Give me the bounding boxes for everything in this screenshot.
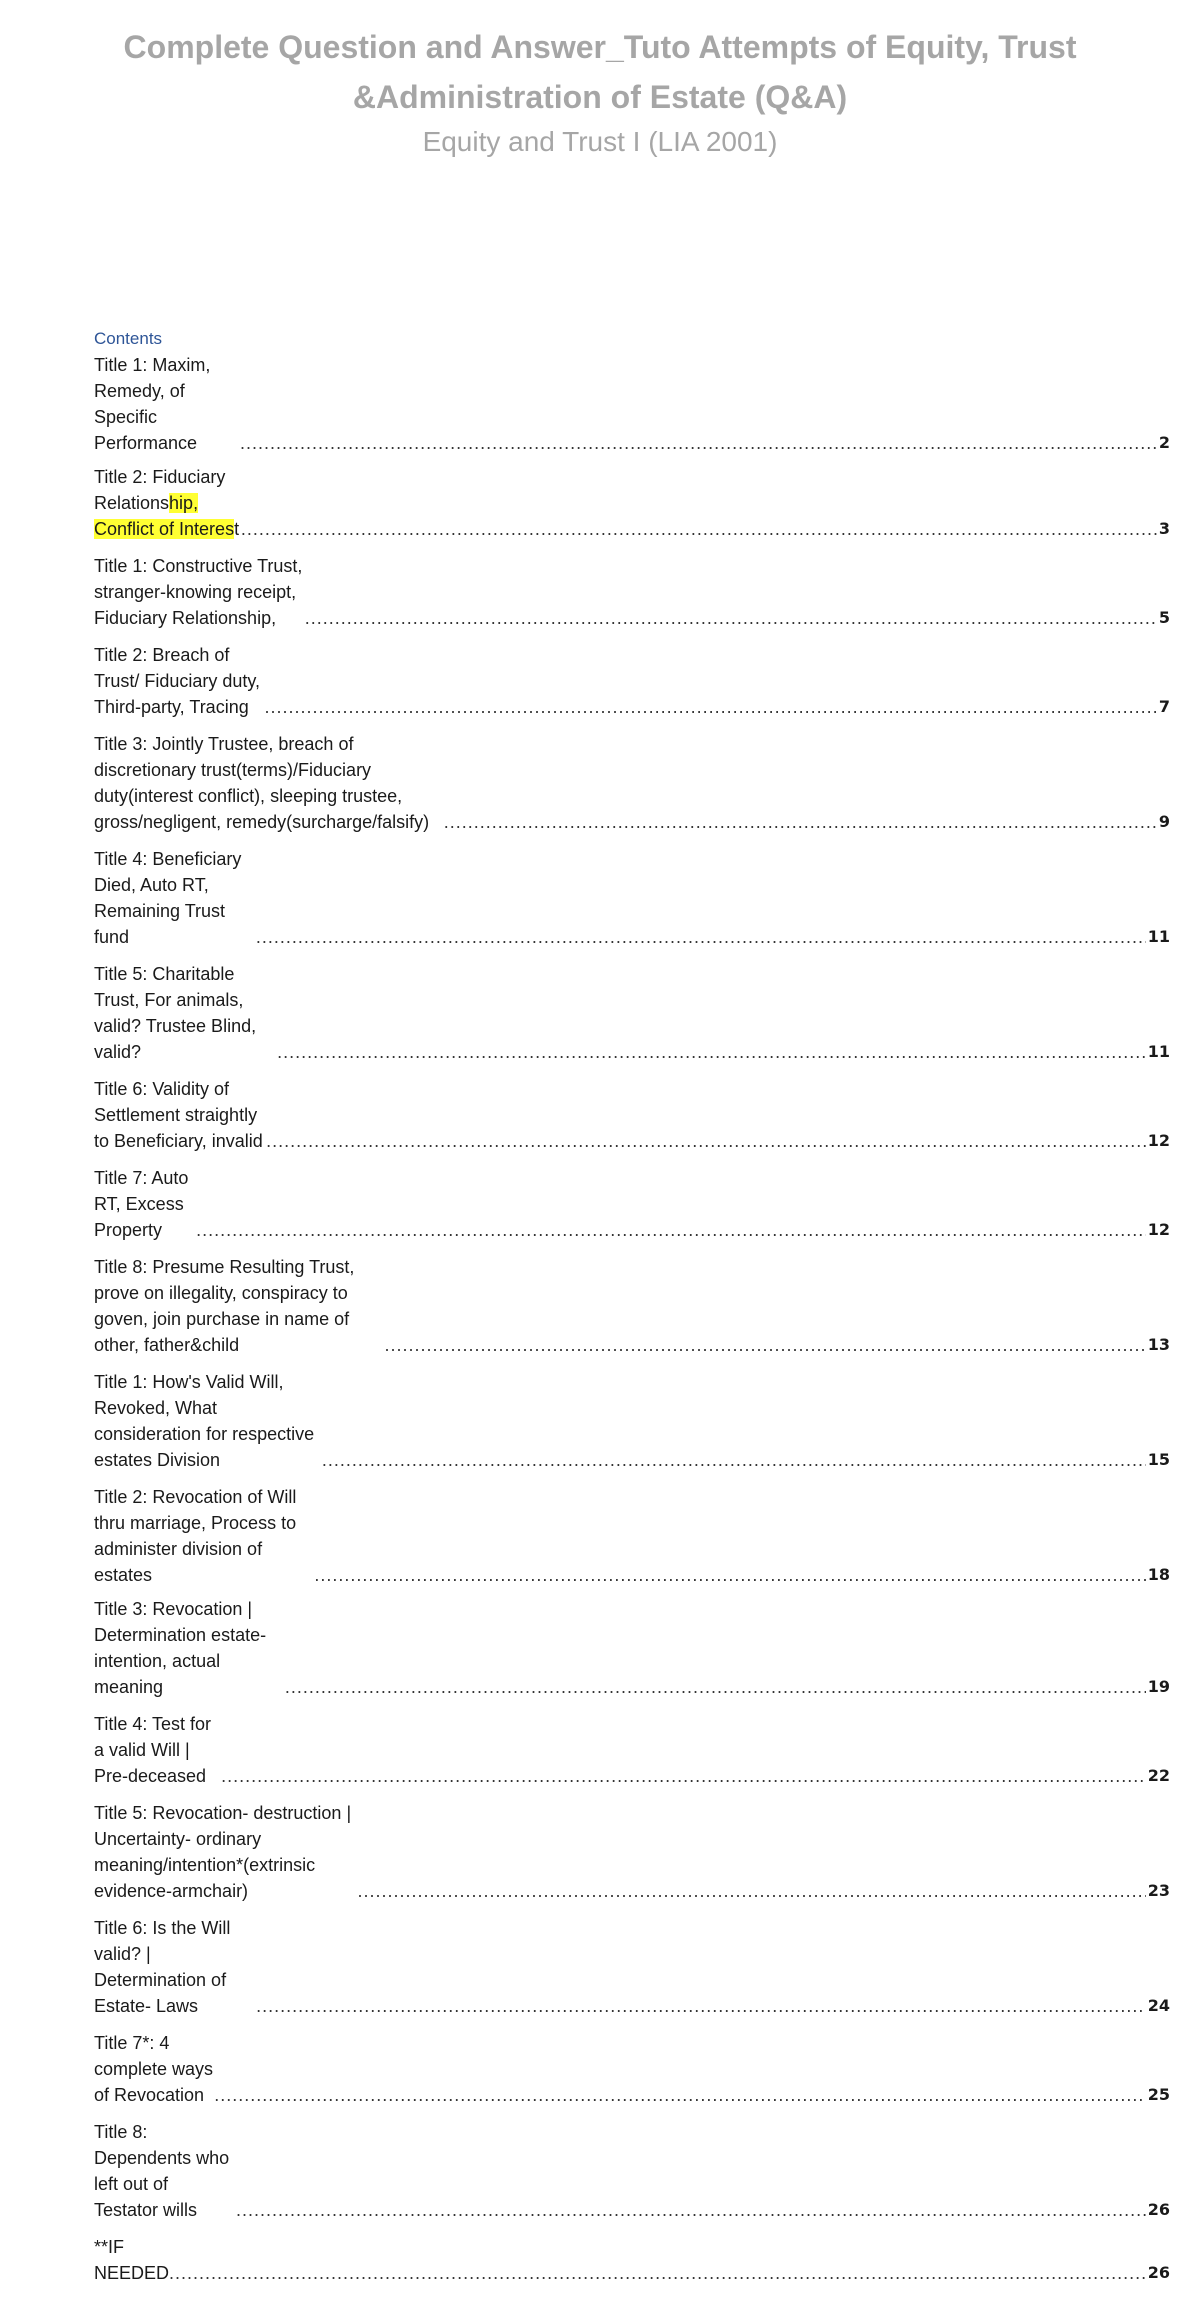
toc-page-number: 7 [1158,697,1170,716]
dot-leader [221,1763,1146,1789]
toc-entry[interactable] [94,1800,1170,1904]
dot-leader [305,605,1157,631]
toc-entry[interactable] [94,1915,1170,2019]
toc-page-number: 11 [1147,927,1170,946]
toc-entry[interactable] [94,1076,1170,1154]
toc-entry-text: Title 8: Dependents who left out of Testator wills [94,2122,230,2220]
toc-entry[interactable] [94,1596,1170,1700]
toc-page-number: 12 [1147,1220,1170,1239]
toc-entry-text: Title 2: Breach of Trust/ Fiduciary duty, Third-party, Tracing [94,645,261,717]
toc-page-number: 3 [1158,519,1170,538]
dot-leader [241,516,1157,542]
toc-entry-text: Title 3: Revocation | Determination estate- intention, actual meaning [94,1599,267,1697]
toc-page-number: 5 [1158,608,1170,627]
dot-leader [384,1332,1145,1358]
toc-entry-text-part: Title 2: Fiduciary Relations [94,467,226,513]
dot-leader [322,1447,1146,1473]
toc-entry[interactable] [94,2234,1170,2286]
toc-entry[interactable] [94,553,1170,631]
toc-entry-text: Title 7: Auto RT, Excess Property [94,1168,189,1240]
toc-entry[interactable] [94,961,1170,1065]
dot-leader [314,1562,1145,1588]
toc-page-number: 11 [1147,1042,1170,1061]
toc-entry[interactable] [94,1165,1170,1243]
toc-entry[interactable] [94,352,1170,456]
toc-entry-text: Title 4: Test for a valid Will | Pre-deceased [94,1714,212,1786]
title-block [60,22,1140,162]
toc-entry-text: Title 6: Validity of Settlement straightly to Beneficiary, invalid [94,1079,263,1151]
dot-leader [236,2197,1146,2223]
dot-leader [444,809,1157,835]
dot-leader [266,1128,1146,1154]
toc-entry-text: Title 7*: 4 complete ways of Revocation [94,2033,214,2105]
toc-page-number: 13 [1147,1335,1170,1354]
toc-entry[interactable] [94,464,1170,542]
toc-entry-text: Title 1: Constructive Trust, stranger-knowing receipt, Fiduciary Relationship, [94,556,303,628]
dot-leader [214,2082,1146,2108]
dot-leader [240,430,1157,456]
toc-page-number: 26 [1147,2263,1170,2282]
toc-entry[interactable] [94,731,1170,835]
toc-entry[interactable] [94,1711,1170,1789]
toc-entry[interactable] [94,2119,1170,2223]
toc-page-number: 23 [1147,1881,1170,1900]
toc-page-number: 2 [1158,433,1170,452]
toc-page-number: 15 [1147,1450,1170,1469]
toc-entry-text [94,464,241,542]
toc-page-number: 24 [1147,1996,1170,2015]
toc-entry-text: Title 1: Maxim, Remedy, of Specific Performance [94,355,211,453]
dot-leader [277,1039,1146,1065]
toc-entry[interactable] [94,846,1170,950]
dot-leader [196,1217,1146,1243]
toc-entry-text: Title 1: How's Valid Will, Revoked, What consideration for respective estates Division [94,1372,315,1470]
toc-entry-text: Title 5: Charitable Trust, For animals, valid? Trustee Blind, valid? [94,964,257,1062]
toc-entry-text: Title 5: Revocation- destruction | Uncertainty- ordinary meaning/intention*(extrinsic evidence-armchair) [94,1803,352,1901]
toc-entry-text: Title 6: Is the Will valid? | Determination of Estate- Laws [94,1918,231,2016]
toc-entry-text: Title 3: Jointly Trustee, breach of discretionary trust(terms)/Fiduciary duty(interest conflict), sleeping trustee, gross/negligent, remedy(surcharge/falsify) [94,734,430,832]
dot-leader [256,1993,1146,2019]
toc-entry-text: Title 8: Presume Resulting Trust, prove on illegality, conspiracy to goven, join purchase in name of other, father&child [94,1257,355,1355]
toc-entry-text: Title 4: Beneficiary Died, Auto RT, Remaining Trust fund [94,849,242,947]
highlighted-text: hip, Conflict of Interes [94,493,235,539]
toc-page-number: 9 [1158,812,1170,831]
toc-entry-text-part: t [234,519,240,539]
dot-leader [265,694,1157,720]
toc-page-number: 18 [1147,1565,1170,1584]
toc-page-number: 19 [1147,1677,1170,1696]
toc-entry-text: **IF NEEDED [94,2237,170,2283]
table-of-contents [94,328,1170,2297]
document-title: Complete Question and Answer_Tuto Attempts of Equity, Trust &Administration of Estate (Q&A) [123,29,1077,115]
toc-entry[interactable] [94,1484,1170,1588]
dot-leader [256,924,1146,950]
toc-page-number: 26 [1147,2200,1170,2219]
dot-leader [169,2260,1146,2286]
toc-heading: Contents [94,329,163,348]
toc-entry[interactable] [94,1254,1170,1358]
toc-entry[interactable] [94,2030,1170,2108]
document-subtitle: Equity and Trust I (LIA 2001) [422,126,778,157]
toc-page-number: 12 [1147,1131,1170,1150]
toc-entry-text: Title 2: Revocation of Will thru marriage, Process to administer division of estates [94,1487,297,1585]
dot-leader [357,1878,1145,1904]
dot-leader [285,1674,1146,1700]
toc-page-number: 22 [1147,1766,1170,1785]
toc-page-number: 25 [1147,2085,1170,2104]
toc-entry[interactable] [94,642,1170,720]
toc-entry[interactable] [94,1369,1170,1473]
